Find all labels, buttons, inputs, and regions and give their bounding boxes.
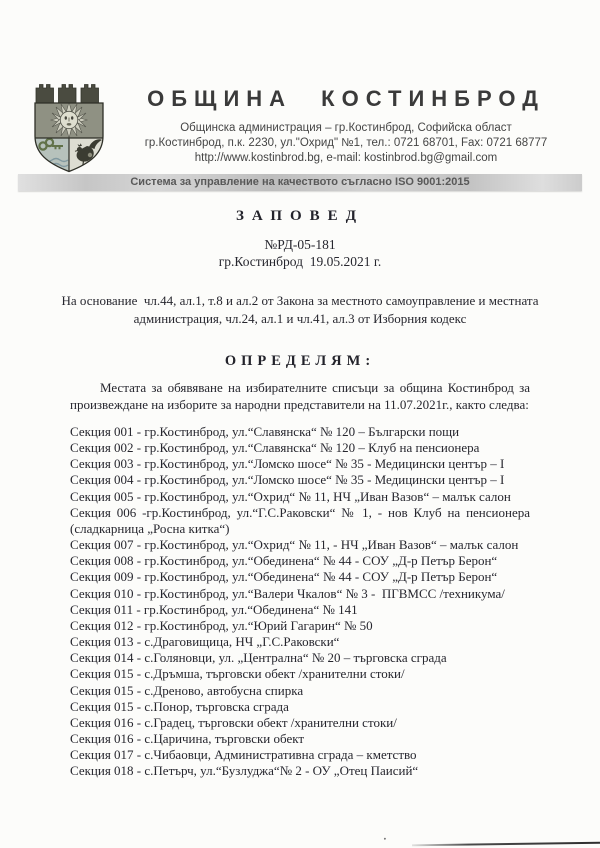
letterhead [112,86,580,166]
section-list-item: Секция 015 - с.Дреново, автобусна спирка [70,682,304,698]
section-list-item: Секция 006 -гр.Костинброд, ул.“Г.С.Раковски“ № 1, - нов Клуб на пенсионера (сладкарница „Росна китка“) [70,504,534,536]
section-list-item: Секция 012 - гр.Костинброд, ул.“Юрий Гагарин“ № 50 [70,617,373,633]
document-place-and-date: гр.Костинброд 19.05.2021 г. [218,254,382,269]
section-list-item: Секция 005 - гр.Костинброд, ул.“Охрид“ № 11, НЧ „Иван Вазов“ – малък салон [70,488,511,504]
resolution-heading: ОПРЕДЕЛЯМ: [224,353,376,369]
document-number: №РД-05-181 [264,237,336,252]
section-list-item: Секция 016 - с.Градец, търговски обект /хранителни стоки/ [70,714,397,730]
section-list-item: Секция 002 - гр.Костинброд, ул.“Славянска“ № 120 – Клуб на пенсионера [70,440,480,456]
section-list-item: Секция 004 - гр.Костинброд, ул.“Ломско шосе“ № 35 - Медицински център – I [70,472,505,488]
resolution-intro-paragraph: Местата за обявяване на избирателните списъци за община Костинброд за произвеждане на изборите за народни представители на 11.07.2021г., както следва: [70,380,530,412]
section-list-item: Секция 003 - гр.Костинброд, ул.“Ломско шосе“ № 35 - Медицински център – I [70,456,505,472]
section-list-item: Секция 009 - гр.Костинброд, ул.“Обединена“ № 44 - СОУ „Д-р Петър Берон“ [70,569,498,585]
section-list-item: Секция 016 - с.Царичина, търговски обект [70,730,305,746]
iso-banner-text: Система за управление на качеството съгласно ISO 9001:2015 [130,176,470,188]
section-list-item: Секция 010 - гр.Костинброд, ул.“Валери Чкалов“ № 3 - ПГВМСС /техникума/ [70,585,505,601]
section-list-item: Секция 015 - с.Понор, търговска сграда [70,698,289,714]
section-list-item: Секция 001 - гр.Костинброд, ул.“Славянска“ № 120 – Български пощи [70,424,460,439]
section-list-item: Секция 014 - с.Голяновци, ул. „Централна“ № 20 – търговска сграда [70,650,447,666]
kostinbrod-coat-of-arms-icon [30,82,108,174]
section-list-item: Секция 013 - с.Драговищица, НЧ „Г.С.Раковски“ [70,634,340,650]
municipality-name: ОБЩИНА КОСТИНБРОД [147,86,545,111]
section-list-item: Секция 007 - гр.Костинброд, ул.“Охрид“ № 11, - НЧ „Иван Вазов“ – малък салон [70,537,519,553]
section-list-item: Секция 015 - с.Дръмша, търговски обект /хранителни стоки/ [70,666,405,682]
letterhead-address-line: гр.Костинброд, п.к. 2230, ул."Охрид" №1, тел.: 0721 68701, Fax: 0721 68777 [144,137,548,149]
legal-basis-paragraph: На основание чл.44, ал.1, т.8 и ал.2 от Закона за местното самоуправление и местната администрация, чл.24, ал.1 и чл.41, ал.3 от Изборния кодекс [61,293,542,326]
section-list-item: Секция 011 - гр.Костинброд, ул.“Обединена“ № 141 [70,601,358,617]
section-list [70,424,534,779]
section-list-item: Секция 017 - с.Чибаовци, Административна сграда – кметство [70,747,417,763]
iso-quality-banner [18,174,582,191]
section-list-item: Секция 018 - с.Петърч, ул.“Бузлуджа“№ 2 - ОУ „Отец Паисий“ [70,763,419,779]
letterhead-admin-line: Общинска администрация – гр.Костинброд, Софийска област [180,122,512,134]
section-list-item: Секция 008 - гр.Костинброд, ул.“Обединена“ № 44 - СОУ „Д-р Петър Берон“ [70,553,498,569]
letterhead-web-email-line: http://www.kostinbrod.bg, e-mail: kostinbrod.bg@gmail.com [194,152,498,164]
scan-artifact-line [412,842,600,847]
document-title: ЗАПОВЕД [235,208,365,224]
